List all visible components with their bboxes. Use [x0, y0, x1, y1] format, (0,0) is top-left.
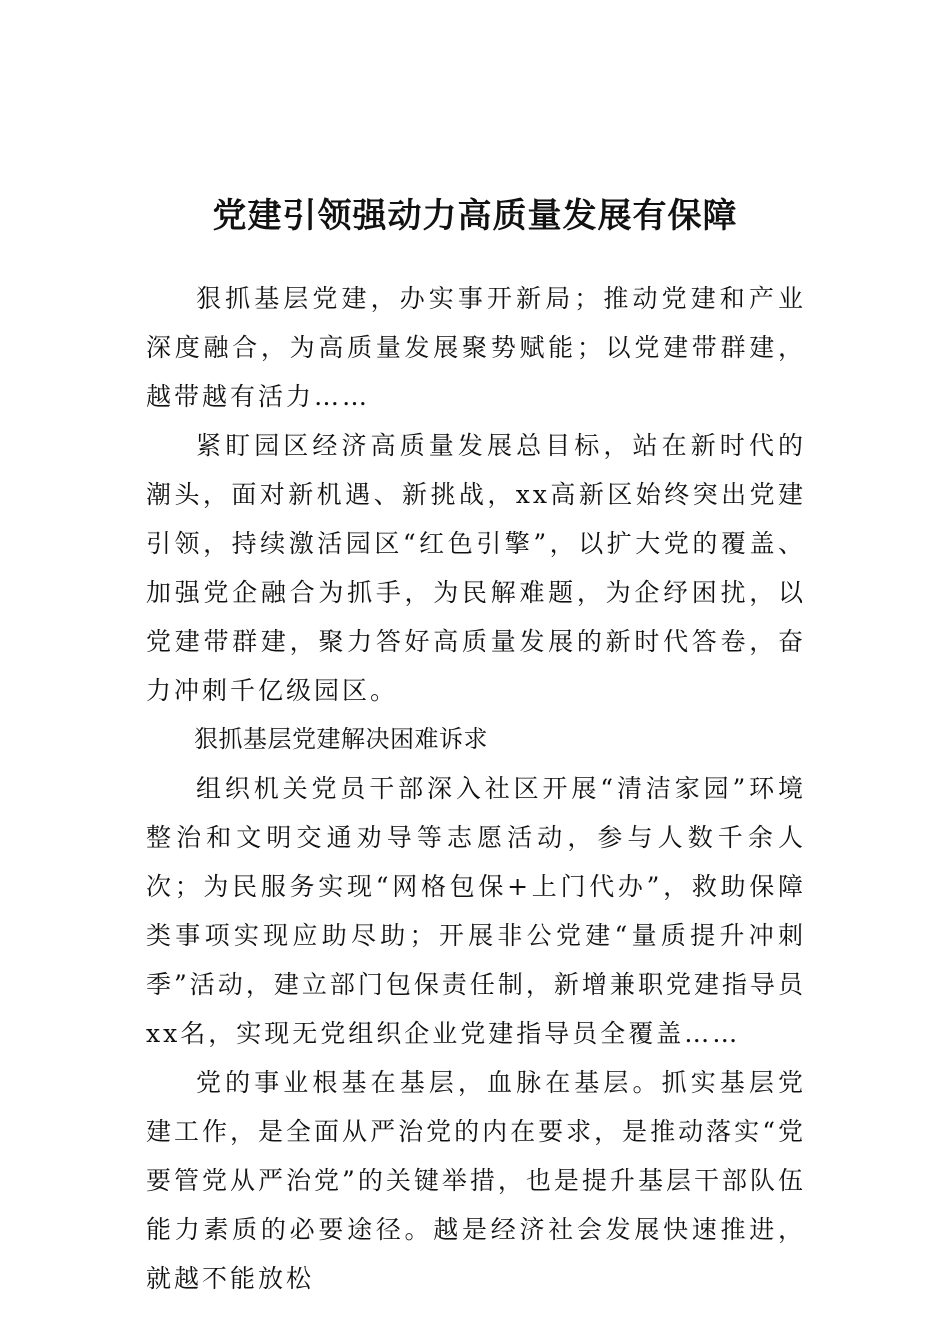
overview-paragraph: 紧盯园区经济高质量发展总目标，站在新时代的潮头，面对新机遇、新挑战，xx高新区始终突出党建引领，持续激活园区“红色引擎”，以扩大党的覆盖、加强党企融合为抓手，为民解难题，为企纾困扰，以党建带群建，聚力答好高质量发展的新时代答卷，奋力冲刺千亿级园区。	[146, 431, 806, 705]
document-body	[146, 274, 806, 1303]
section-paragraph: 党的事业根基在基层，血脉在基层。抓实基层党建工作，是全面从严治党的内在要求，是推动落实“党要管党从严治党”的关键举措，也是提升基层干部队伍能力素质的必要途径。越是经济社会发展快速推进，就越不能放松	[146, 1068, 806, 1293]
section-heading: 狠抓基层党建解决困难诉求	[194, 725, 488, 753]
document-title: 党建引领强动力高质量发展有保障	[212, 195, 738, 236]
intro-paragraph: 狠抓基层党建，办实事开新局；推动党建和产业深度融合，为高质量发展聚势赋能；以党建带群建，越带越有活力……	[146, 284, 806, 411]
section-paragraph: 组织机关党员干部深入社区开展“清洁家园”环境整治和文明交通劝导等志愿活动，参与人数千余人次；为民服务实现“网格包保+上门代办”，救助保障类事项实现应助尽助；开展非公党建“量质提升冲刺季”活动，建立部门包保责任制，新增兼职党建指导员xx名，实现无党组织企业党建指导员全覆盖……	[146, 774, 806, 1048]
